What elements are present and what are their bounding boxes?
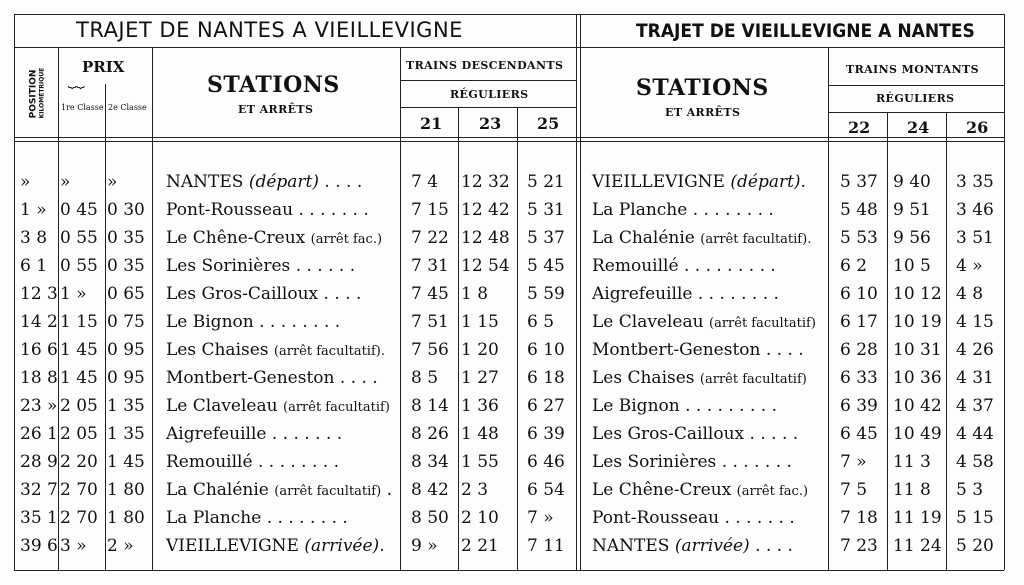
station-name: VIEILLEVIGNE [166, 536, 299, 556]
price-1st-class: 2 05 [60, 424, 98, 444]
time-train-26: 4 37 [956, 396, 994, 416]
time-train-21: 8 5 [411, 368, 439, 388]
station-name: VIEILLEVIGNE [592, 172, 725, 192]
station-name: Les Chaises [592, 368, 695, 388]
time-train-23: 1 55 [461, 452, 499, 472]
prix-label: PRIX [82, 58, 125, 76]
rule-left-edge [14, 14, 15, 570]
rule-prix-right [152, 47, 153, 570]
rule-top [14, 14, 1004, 15]
station-name-line [166, 286, 361, 303]
rule-header-bottom [14, 137, 1004, 138]
stations-label-right: STATIONS [636, 75, 769, 101]
time-train-23: 12 32 [461, 172, 510, 192]
km-value: 23 » [20, 396, 58, 416]
time-train-23: 12 42 [461, 200, 510, 220]
price-2nd-class: 0 35 [107, 256, 145, 276]
station-name: Pont-Rousseau [592, 508, 720, 528]
time-train-26: 4 26 [956, 340, 994, 360]
train-number-25: 25 [537, 114, 560, 133]
station-name: Le Chêne-Creux [166, 228, 306, 248]
time-train-26: 5 3 [956, 480, 984, 500]
time-train-22: 5 37 [840, 172, 878, 192]
station-name: Le Bignon [592, 396, 680, 416]
station-name-line [166, 258, 355, 275]
leader-dots: . . . . . . . [298, 200, 369, 220]
station-name: Les Chaises [166, 340, 269, 360]
time-train-25: 5 21 [527, 172, 565, 192]
station-name: La Chalénie [166, 480, 269, 500]
station-name-line [592, 230, 811, 247]
time-train-26: 3 46 [956, 200, 994, 220]
price-1st-class: 2 05 [60, 396, 98, 416]
station-note: (arrivée) [674, 536, 750, 556]
station-name: Remouillé [592, 256, 679, 276]
time-train-24: 10 5 [893, 256, 931, 276]
price-2nd-class: 1 80 [107, 480, 145, 500]
leader-dots: . . . . . . . [721, 452, 792, 472]
leader-dots: . . . . . . . . [697, 284, 779, 304]
leader-dots: . . . . [339, 368, 378, 388]
price-1st-class: 2 70 [60, 508, 98, 528]
rule-mid [576, 14, 577, 570]
station-name-line [592, 286, 779, 303]
time-train-25: 6 54 [527, 480, 565, 500]
station-name-line [592, 454, 792, 471]
time-train-23: 2 21 [461, 536, 499, 556]
arrets-label-left: ET ARRÊTS [238, 103, 314, 116]
trains-descendants-label: TRAINS DESCENDANTS [406, 59, 564, 72]
station-name-line [166, 174, 362, 191]
station-note: (arrêt facultatif) [699, 372, 807, 387]
leader-dots: . . . . . . . . [259, 312, 341, 332]
station-name: Pont-Rousseau [166, 200, 294, 220]
time-train-23: 1 15 [461, 312, 499, 332]
station-name-line [166, 230, 382, 247]
km-value: 32 7 [20, 480, 58, 500]
time-train-26: 4 » [956, 256, 983, 276]
rule-bottom [14, 570, 1004, 571]
time-train-25: 6 46 [527, 452, 565, 472]
time-train-21: 7 45 [411, 284, 449, 304]
rule-pos [58, 47, 59, 570]
station-name: Aigrefeuille [592, 284, 693, 304]
km-value: 1 » [20, 200, 47, 220]
rule-t21 [458, 107, 459, 570]
price-2nd-class: 1 45 [107, 452, 145, 472]
time-train-24: 9 51 [893, 200, 931, 220]
rule-header-bottom2 [14, 141, 1004, 142]
time-train-25: 6 5 [527, 312, 555, 332]
time-train-24: 9 56 [893, 228, 931, 248]
km-value: 12 3 [20, 284, 58, 304]
leader-dots: . . . . . [749, 424, 799, 444]
time-train-21: 7 56 [411, 340, 449, 360]
time-train-26: 5 20 [956, 536, 994, 556]
time-train-24: 11 8 [893, 480, 931, 500]
station-name-line [592, 510, 795, 527]
stations-label-left: STATIONS [207, 72, 340, 98]
km-value: 6 1 [20, 256, 48, 276]
time-train-21: 7 51 [411, 312, 449, 332]
price-1st-class: » [60, 172, 71, 192]
price-2nd-class: 1 80 [107, 508, 145, 528]
rule-stations-left [400, 47, 401, 570]
station-name-line [592, 342, 804, 359]
station-name-line [166, 482, 392, 499]
time-train-25: 7 » [527, 508, 554, 528]
time-train-25: 6 39 [527, 424, 565, 444]
train-number-21: 21 [420, 114, 443, 133]
rule-t22 [887, 112, 888, 570]
train-number-23: 23 [479, 114, 502, 133]
station-name-line [592, 258, 776, 275]
leader-dots: . . . . . . . . . [685, 396, 777, 416]
time-train-26: 4 8 [956, 284, 984, 304]
price-1st-class: 2 20 [60, 452, 98, 472]
rule-trains [400, 80, 576, 81]
station-note: (départ) [248, 172, 320, 192]
leader-dots: . . . . . . . . [692, 200, 774, 220]
km-value: » [20, 172, 31, 192]
time-train-26: 3 35 [956, 172, 994, 192]
station-name-line [166, 342, 385, 359]
time-train-23: 1 20 [461, 340, 499, 360]
time-train-22: 7 » [840, 452, 867, 472]
rule-title [14, 47, 1004, 48]
station-name-line [166, 454, 339, 471]
time-train-22: 6 28 [840, 340, 878, 360]
station-name: Les Sorinières [592, 452, 717, 472]
rule-reguliers-right [828, 112, 1004, 113]
time-train-21: 8 42 [411, 480, 449, 500]
station-name: Montbert-Geneston [592, 340, 761, 360]
station-note: (arrêt fac.) [310, 232, 383, 247]
station-note: (arrêt facultatif). [273, 344, 385, 359]
time-train-23: 1 27 [461, 368, 499, 388]
time-train-22: 7 23 [840, 536, 878, 556]
price-2nd-class: 1 35 [107, 396, 145, 416]
station-name-line [592, 398, 777, 415]
station-name: Les Gros-Cailloux [166, 284, 319, 304]
station-note: (arrêt facultatif). [700, 232, 812, 247]
time-train-22: 5 48 [840, 200, 878, 220]
station-name: Remouillé [166, 452, 253, 472]
time-train-25: 5 37 [527, 228, 565, 248]
prix-brace: ⏟⏟ [68, 73, 85, 89]
station-name: Le Chêne-Creux [592, 480, 732, 500]
price-1st-class: 3 » [60, 536, 87, 556]
rule-mid2 [580, 14, 581, 570]
position-sublabel: KILOMÉTRIQUE [38, 67, 46, 119]
leader-dots: . . . . . . . . [266, 508, 348, 528]
station-name-line [166, 370, 378, 387]
time-train-25: 7 11 [527, 536, 565, 556]
train-number-22: 22 [848, 118, 871, 137]
time-train-24: 10 19 [893, 312, 942, 332]
time-train-24: 11 3 [893, 452, 931, 472]
time-train-25: 6 27 [527, 396, 565, 416]
time-train-21: 7 31 [411, 256, 449, 276]
time-train-23: 1 36 [461, 396, 499, 416]
price-1st-class: 0 45 [60, 200, 98, 220]
leader-dots: . . . . [324, 172, 363, 192]
leader-dots: . . . . . . [295, 256, 356, 276]
time-train-21: 8 34 [411, 452, 449, 472]
position-label: POSITION [28, 69, 39, 119]
time-train-22: 6 45 [840, 424, 878, 444]
time-train-24: 10 31 [893, 340, 942, 360]
time-train-25: 5 59 [527, 284, 565, 304]
station-name: La Planche [166, 508, 262, 528]
time-train-21: 8 50 [411, 508, 449, 528]
leader-dots: . . . . . . . . . [683, 256, 776, 276]
station-name-line [592, 202, 774, 219]
time-train-22: 6 33 [840, 368, 878, 388]
km-value: 39 6 [20, 536, 58, 556]
time-train-26: 3 51 [956, 228, 994, 248]
time-train-23: 1 48 [461, 424, 499, 444]
station-name: Le Claveleau [592, 312, 704, 332]
price-1st-class: 1 45 [60, 340, 98, 360]
station-note: (départ). [730, 172, 806, 192]
price-2nd-class: 0 35 [107, 228, 145, 248]
position-header [22, 58, 52, 128]
station-name-line [592, 538, 793, 555]
time-train-24: 10 42 [893, 396, 942, 416]
leader-dots: . . . . [323, 284, 362, 304]
station-note: (arrivée). [304, 536, 385, 556]
km-value: 14 2 [20, 312, 58, 332]
reguliers-label-right: RÉGULIERS [876, 92, 955, 105]
time-train-26: 4 44 [956, 424, 994, 444]
price-2nd-class: » [107, 172, 118, 192]
price-1st-class: 0 55 [60, 256, 98, 276]
time-train-23: 12 54 [461, 256, 510, 276]
price-2nd-class: 0 65 [107, 284, 145, 304]
station-name: La Planche [592, 200, 688, 220]
time-train-25: 5 31 [527, 200, 565, 220]
km-value: 26 1 [20, 424, 58, 444]
classe2-label: 2e Classe [108, 103, 147, 112]
time-train-22: 6 17 [840, 312, 878, 332]
station-note: (arrêt fac.) [736, 484, 809, 499]
km-value: 16 6 [20, 340, 58, 360]
leader-dots: . . . . . . . [271, 424, 343, 444]
rule-t23 [517, 107, 518, 570]
station-name-line [592, 370, 807, 387]
leader-dots: . . . . [755, 536, 793, 556]
station-name: Aigrefeuille [166, 424, 267, 444]
station-name-line [166, 538, 385, 555]
time-train-21: 8 26 [411, 424, 449, 444]
time-train-26: 5 15 [956, 508, 994, 528]
time-train-25: 6 18 [527, 368, 565, 388]
station-name-line [166, 398, 390, 415]
leader-dots: . . . . . . . [724, 508, 795, 528]
time-train-22: 5 53 [840, 228, 878, 248]
time-train-22: 7 18 [840, 508, 878, 528]
price-2nd-class: 2 » [107, 536, 134, 556]
time-train-21: 7 22 [411, 228, 449, 248]
time-train-22: 6 2 [840, 256, 868, 276]
leader-dots: . . . . . . . . [257, 452, 340, 472]
price-2nd-class: 0 75 [107, 312, 145, 332]
time-train-22: 7 5 [840, 480, 868, 500]
train-number-24: 24 [907, 118, 930, 137]
km-value: 28 9 [20, 452, 58, 472]
rule-t24 [946, 112, 947, 570]
train-number-26: 26 [966, 118, 989, 137]
time-train-24: 11 19 [893, 508, 942, 528]
time-train-26: 4 15 [956, 312, 994, 332]
rule-trains-right [828, 85, 1004, 86]
station-name-line [592, 426, 798, 443]
station-name-line [166, 510, 348, 527]
time-train-23: 1 8 [461, 284, 489, 304]
leader-dots: . [386, 480, 393, 500]
leader-dots: . . . . [765, 340, 804, 360]
station-name: Montbert-Geneston [166, 368, 335, 388]
station-name: NANTES [592, 536, 670, 556]
station-name: Les Sorinières [166, 256, 291, 276]
arrets-label-right: ET ARRÊTS [665, 106, 741, 119]
km-value: 18 8 [20, 368, 58, 388]
time-train-21: 8 14 [411, 396, 449, 416]
time-train-25: 6 10 [527, 340, 565, 360]
time-train-22: 6 10 [840, 284, 878, 304]
price-1st-class: 1 45 [60, 368, 98, 388]
rule-prix [105, 84, 106, 570]
station-name: Le Claveleau [166, 396, 278, 416]
left-title: TRAJET DE NANTES A VIEILLEVIGNE [76, 18, 463, 42]
price-2nd-class: 0 95 [107, 368, 145, 388]
time-train-21: 7 4 [411, 172, 439, 192]
km-value: 35 1 [20, 508, 58, 528]
rule-reguliers [400, 107, 576, 108]
rule-stations-right [828, 47, 829, 570]
time-train-24: 10 49 [893, 424, 942, 444]
time-train-24: 9 40 [893, 172, 931, 192]
station-name-line [592, 314, 816, 331]
station-name-line [166, 202, 369, 219]
time-train-25: 5 45 [527, 256, 565, 276]
km-value: 3 8 [20, 228, 48, 248]
station-note: (arrêt facultatif) [709, 316, 816, 331]
station-name: La Chalénie [592, 228, 695, 248]
time-train-23: 12 48 [461, 228, 510, 248]
time-train-23: 2 10 [461, 508, 499, 528]
station-name-line [592, 482, 808, 499]
station-name: Le Bignon [166, 312, 254, 332]
reguliers-label-left: RÉGULIERS [450, 88, 529, 101]
station-name-line [166, 314, 340, 331]
rule-right-edge [1004, 14, 1005, 570]
trains-montants-label: TRAINS MONTANTS [846, 63, 979, 76]
classe1-label: 1re Classe [61, 103, 104, 112]
time-train-26: 4 31 [956, 368, 994, 388]
time-train-24: 10 36 [893, 368, 942, 388]
price-1st-class: 0 55 [60, 228, 98, 248]
right-title: TRAJET DE VIEILLEVIGNE A NANTES [636, 20, 975, 42]
price-1st-class: 1 15 [60, 312, 98, 332]
price-2nd-class: 0 95 [107, 340, 145, 360]
price-2nd-class: 1 35 [107, 424, 145, 444]
time-train-24: 10 12 [893, 284, 942, 304]
price-2nd-class: 0 30 [107, 200, 145, 220]
station-note: (arrêt facultatif) [274, 484, 382, 499]
time-train-24: 11 24 [893, 536, 942, 556]
price-1st-class: 1 » [60, 284, 87, 304]
time-train-26: 4 58 [956, 452, 994, 472]
station-name: Les Gros-Cailloux [592, 424, 745, 444]
station-name-line [166, 426, 342, 443]
station-note: (arrêt facultatif) [283, 400, 390, 415]
time-train-22: 6 39 [840, 396, 878, 416]
station-name-line [592, 174, 806, 191]
time-train-21: 7 15 [411, 200, 449, 220]
time-train-23: 2 3 [461, 480, 489, 500]
time-train-21: 9 » [411, 536, 438, 556]
station-name: NANTES [166, 172, 244, 192]
price-1st-class: 2 70 [60, 480, 98, 500]
